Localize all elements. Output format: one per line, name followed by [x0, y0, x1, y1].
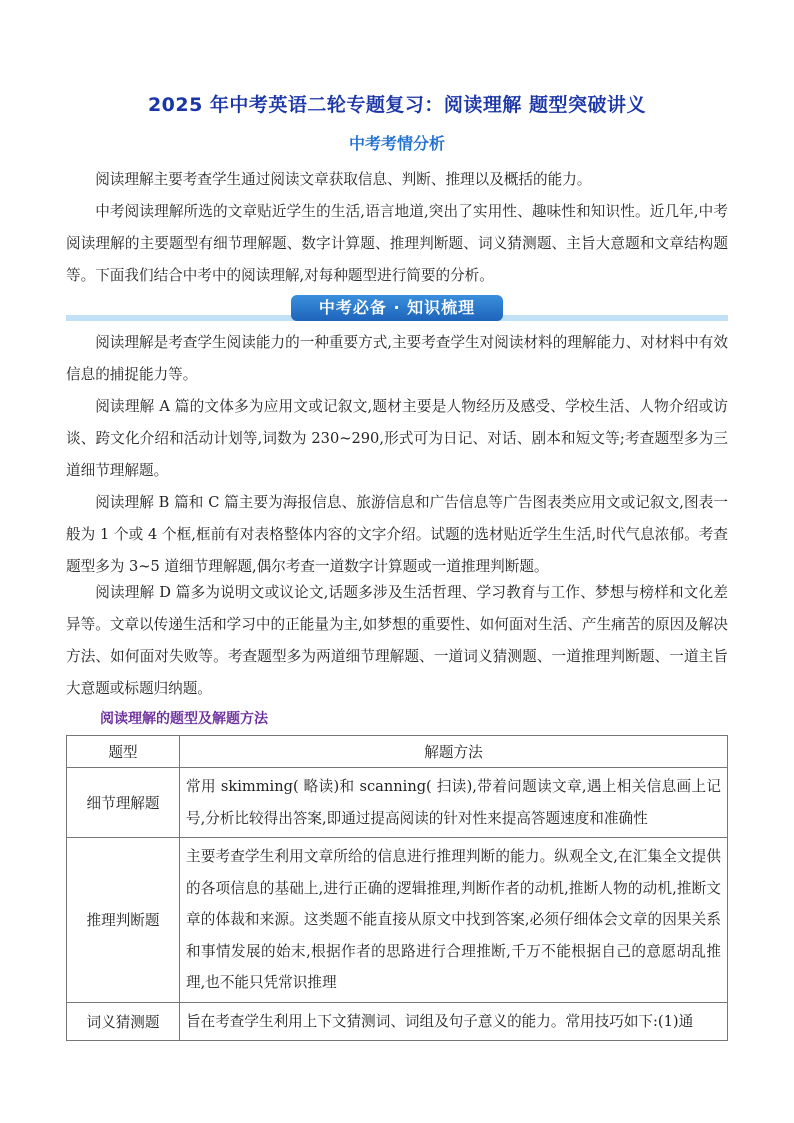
body-paragraph-2: 阅读理解 A 篇的文体多为应用文或记叙文,题材主要是人物经历及感受、学校生活、人物介绍或访谈、跨文化介绍和活动计划等,词数为 230~290,形式可为日记、对话、剧本和短文等;考查题型多为三道细节理解题。 [66, 398, 728, 479]
body-paragraph-4: 阅读理解 D 篇多为说明文或议论文,话题多涉及生活哲理、学习教育与工作、梦想与榜样和文化差异等。文章以传递生活和学习中的正能量为主,如梦想的重要性、如何面对生活、产生痛苦的原因及解决方法、如何面对失败等。考查题型多为两道细节理解题、一道词义猜测题、一道推理判断题、一道主旨大意题或标题归纳题。 [66, 584, 728, 697]
table-header-row [67, 736, 728, 768]
intro-paragraph-1: 阅读理解主要考查学生通过阅读文章获取信息、判断、推理以及概括的能力。 [95, 171, 592, 188]
row-type-inference: 推理判断题 [67, 838, 180, 1003]
question-type-table [66, 735, 728, 1041]
row-method-detail: 常用 skimming( 略读)和 scanning( 扫读),带着问题读文章,遇上相关信息画上记号,分析比较得出答案,即通过提高阅读的针对性来提高答题速度和准确性 [180, 768, 728, 838]
banner-label: 中考必备 · 知识梳理 [291, 295, 503, 321]
body-paragraph-1: 阅读理解是考查学生阅读能力的一种重要方式,主要考查学生对阅读材料的理解能力、对材料中有效信息的捕捉能力等。 [66, 334, 728, 383]
row-type-word-meaning: 词义猜测题 [67, 1002, 180, 1041]
table-row [67, 838, 728, 1003]
table-header-method: 解题方法 [180, 736, 728, 768]
row-method-word-meaning: 旨在考查学生利用上下文猜测词、词组及句子意义的能力。常用技巧如下:(1)通 [180, 1002, 728, 1041]
table-row [67, 1002, 728, 1041]
section-heading: 阅读理解的题型及解题方法 [100, 711, 268, 727]
body-paragraph-3: 阅读理解 B 篇和 C 篇主要为海报信息、旅游信息和广告信息等广告图表类应用文或记叙文,图表一般为 1 个或 4 个框,框前有对表格整体内容的文字介绍。试题的选材贴近学生生活,时代气息浓郁。考查题型多为 3~5 道细节理解题,偶尔考查一道数字计算题或一道推理判断题。 [66, 494, 728, 575]
section-subtitle: 中考考情分析 [348, 134, 445, 153]
table-row [67, 768, 728, 838]
document-title: 2025 年中考英语二轮专题复习：阅读理解 题型突破讲义 [147, 94, 647, 116]
row-type-detail: 细节理解题 [67, 768, 180, 838]
knowledge-banner [66, 293, 728, 323]
intro-paragraph-2: 中考阅读理解所选的文章贴近学生的生活,语言地道,突出了实用性、趣味性和知识性。近几年,中考阅读理解的主要题型有细节理解题、数字计算题、推理判断题、词义猜测题、主旨大意题和文章结构题等。下面我们结合中考中的阅读理解,对每种题型进行简要的分析。 [66, 203, 728, 284]
table-header-type: 题型 [67, 736, 180, 768]
row-method-inference: 主要考查学生利用文章所给的信息进行推理判断的能力。纵观全文,在汇集全文提供的各项信息的基础上,进行正确的逻辑推理,判断作者的动机,推断人物的动机,推断文章的体裁和来源。这类题不能直接从原文中找到答案,必须仔细体会文章的因果关系和事情发展的始末,根据作者的思路进行合理推断,千万不能根据自己的意愿胡乱推理,也不能只凭常识推理 [180, 838, 728, 1003]
